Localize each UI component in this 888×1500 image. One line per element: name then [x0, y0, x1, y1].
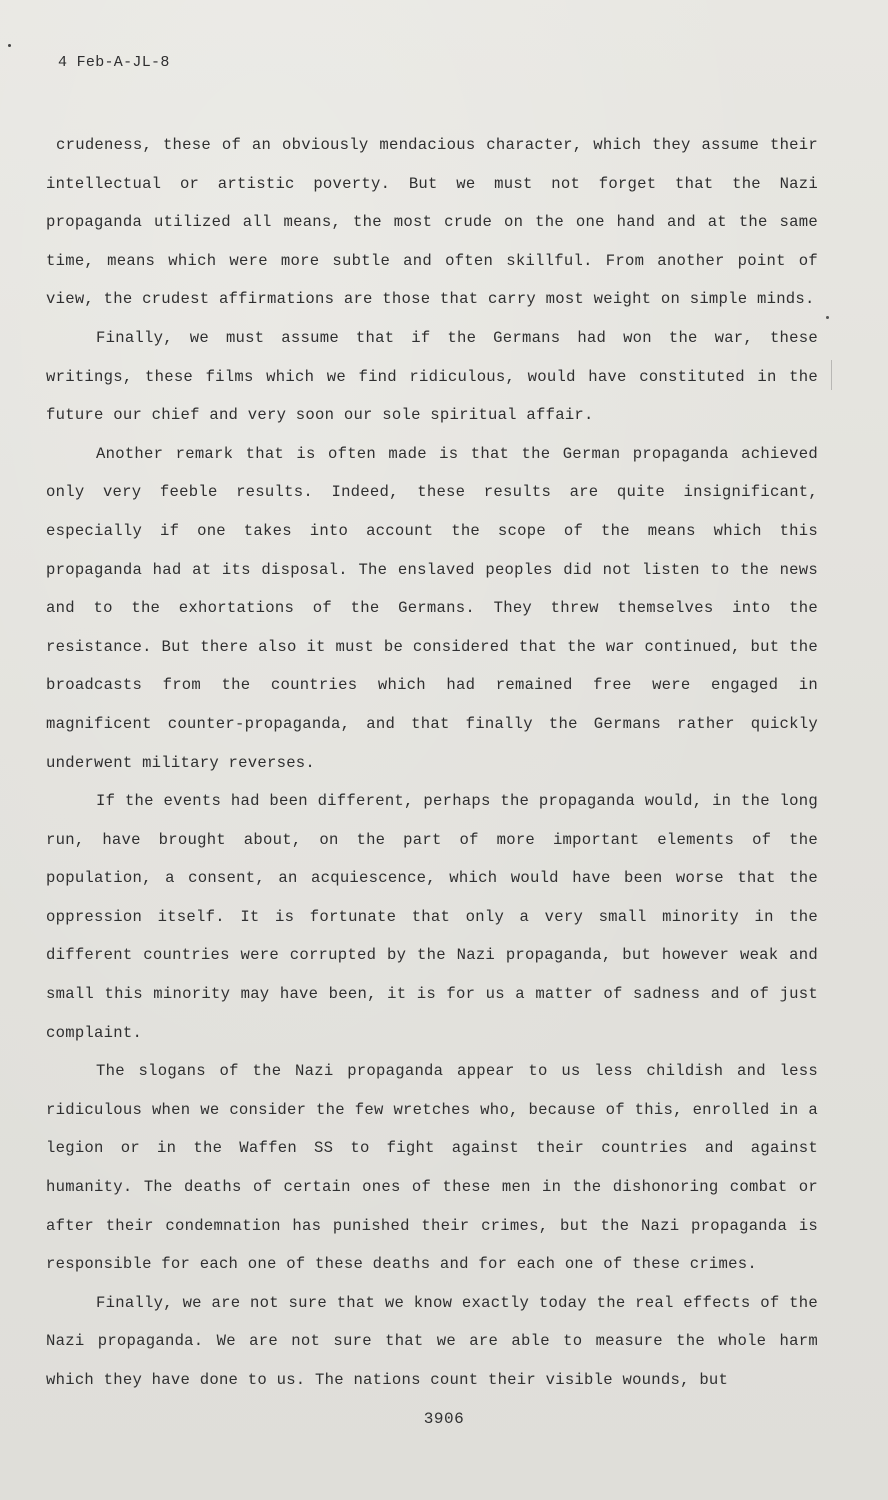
paragraph: If the events had been different, perhaps the propaganda would, in the long run, have brought about, on the part of more important elements of the population, a consent, an acquiescence, which would have been worse that the oppression itself. It is fortunate that only a very small minority in the different countries were corrupted by the Nazi propaganda, but however weak and small this minority may have been, it is for us a matter of sadness and of just complaint. — [46, 792, 818, 1042]
paragraph: Finally, we are not sure that we know exactly today the real effects of the Nazi propaganda. We are not sure that we are able to measure the whole harm which they have done to us. The nations count their visible wounds, but — [46, 1293, 818, 1389]
margin-line — [831, 360, 832, 390]
margin-mark — [826, 316, 829, 319]
paragraph: Another remark that is often made is that the German propaganda achieved only very feeble results. Indeed, these results are quite insignificant, especially if one takes into account the scope of the means which this propaganda had at its disposal. The enslaved peoples did not listen to the news and to the exhortations of the Germans. They threw themselves into the resistance. But there also it must be considered that the war continued, but the broadcasts from the countries which had remained free were engaged in magnificent counter-propaganda, and that finally the Germans rather quickly underwent military reverses. — [46, 444, 818, 772]
paragraph: crudeness, these of an obviously mendacious character, which they assume their intellectual or artistic poverty. But we must not forget that the Nazi propaganda utilized all means, the most crude on the one hand and at the same time, means which were more subtle and often skillful. From another point of view, the crudest affirmations are those that carry most weight on simple minds. — [46, 136, 818, 309]
document-reference: 4 Feb-A-JL-8 — [58, 54, 170, 71]
paragraph: The slogans of the Nazi propaganda appear to us less childish and less ridiculous when we consider the few wretches who, because of this, enrolled in a legion or in the Waffen SS to fight against their countries and against humanity. The deaths of certain ones of these men in the dishonoring combat or after their condemnation has punished their crimes, but the Nazi propaganda is responsible for each one of these deaths and for each one of these crimes. — [46, 1062, 818, 1274]
transcript-body — [46, 126, 818, 1400]
margin-mark — [8, 44, 11, 47]
paragraph: Finally, we must assume that if the Germans had won the war, these writings, these films which we find ridiculous, would have constituted in the future our chief and very soon our sole spiritual affair. — [46, 328, 818, 425]
page-number: 3906 — [423, 1410, 465, 1428]
